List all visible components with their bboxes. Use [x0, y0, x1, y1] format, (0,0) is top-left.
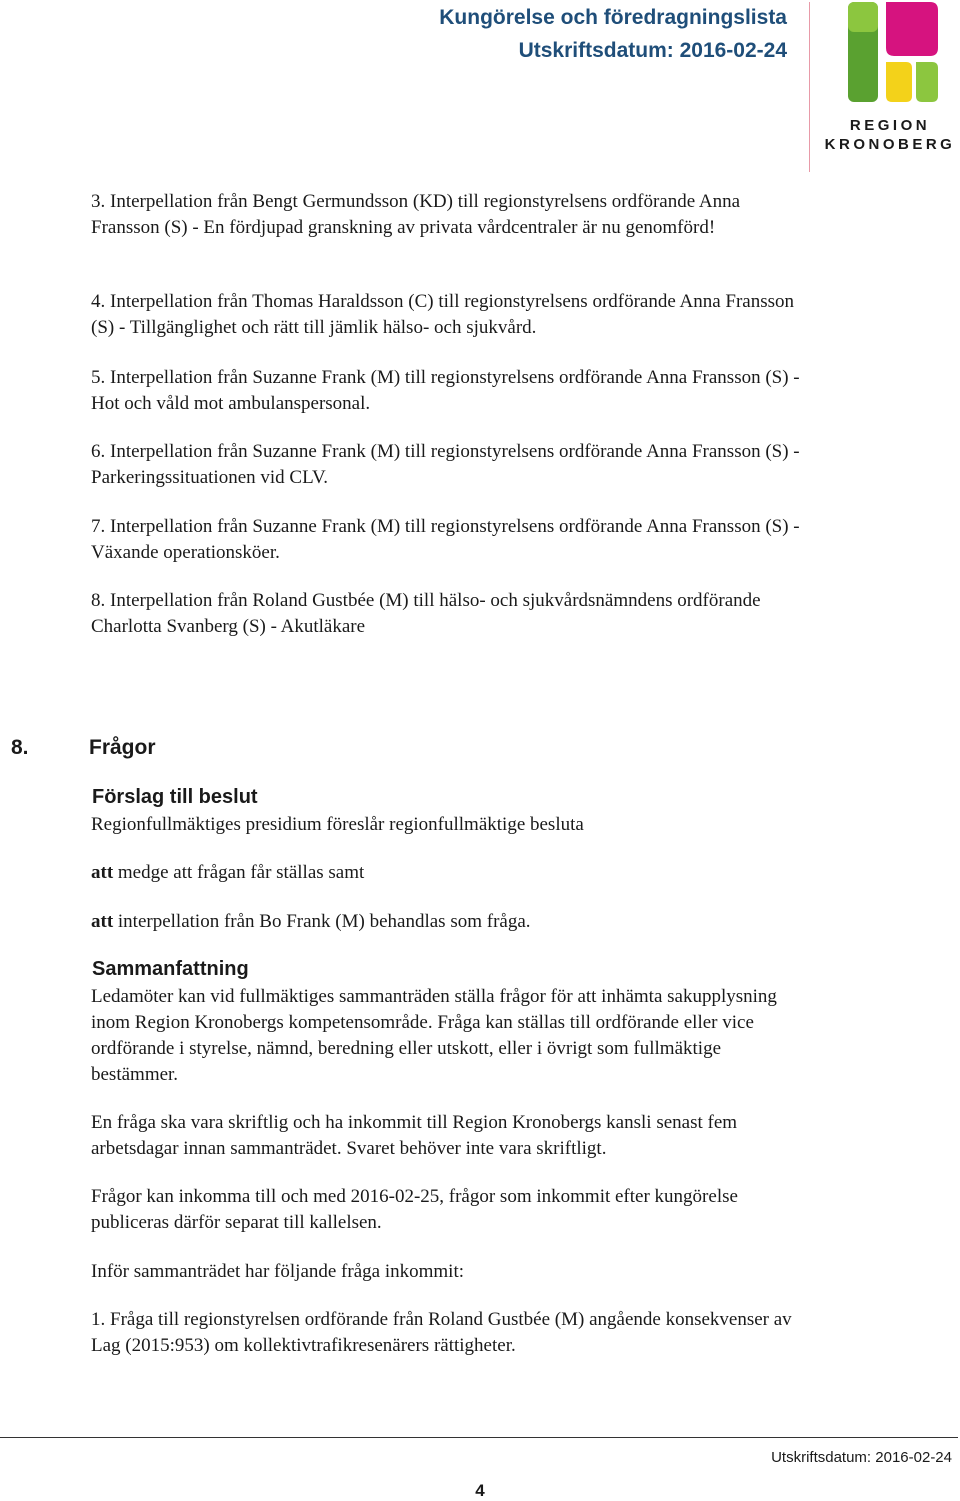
logo-text-region: REGION: [849, 117, 931, 134]
header-divider: [809, 2, 810, 172]
interpellation-item: 6. Interpellation från Suzanne Frank (M) till regionstyrelsens ordförande Anna Fransson (S) - Parkeringssituationen vid CLV.: [91, 441, 800, 488]
interpellation-item: 4. Interpellation från Thomas Haraldsson (C) till regionstyrelsens ordförande Anna Fransson (S) - Tillgänglighet och rätt till jämlik hälso- och sjukvård.: [91, 291, 795, 338]
summary-paragraph: Frågor kan inkomma till och med 2016-02-25, frågor som inkommit efter kungörelse publiceras därför separat till kallelsen.: [91, 1186, 738, 1233]
summary-paragraph: Ledamöter kan vid fullmäktiges sammanträden ställa frågor för att inhämta sakupplysning inom Region Kronobergs kompetensområde. Fråga kan ställas till ordförande eller vice ordförande i styrelse, nämnd, beredning eller utskott, eller i övrigt som fullmäktige bestämmer.: [91, 986, 777, 1085]
section-number: 8.: [11, 736, 29, 759]
page-number: 4: [475, 1481, 485, 1500]
interpellation-item: 3. Interpellation från Bengt Germundsson (KD) till regionstyrelsens ordförande Anna Fransson (S) - En fördjupad granskning av privata vårdcentraler är nu genomförd!: [91, 191, 741, 238]
decision-text: medge att frågan får ställas samt: [113, 862, 365, 883]
summary-heading: Sammanfattning: [92, 958, 249, 980]
section-title: Frågor: [89, 736, 156, 759]
interpellation-item: 7. Interpellation från Suzanne Frank (M) till regionstyrelsens ordförande Anna Fransson (S) - Växande operationsköer.: [91, 516, 800, 563]
interpellation-item: 5. Interpellation från Suzanne Frank (M) till regionstyrelsens ordförande Anna Fransson (S) - Hot och våld mot ambulanspersonal.: [91, 367, 800, 414]
header-print-date: Utskriftsdatum: 2016-02-24: [518, 39, 787, 62]
summary-paragraph: En fråga ska vara skriftlig och ha inkommit till Region Kronobergs kansli senast fem arbetsdagar innan sammanträdet. Svaret behöver inte vara skriftligt.: [91, 1112, 738, 1159]
summary-paragraph: Inför sammanträdet har följande fråga inkommit:: [91, 1261, 465, 1282]
document-title: Kungörelse och föredragningslista: [439, 6, 787, 29]
footer-divider: [0, 1437, 958, 1438]
footer-print-date: Utskriftsdatum: 2016-02-24: [771, 1449, 952, 1466]
decision-text: interpellation från Bo Frank (M) behandlas som fråga.: [113, 911, 531, 932]
interpellation-item: 8. Interpellation från Roland Gustbée (M) till hälso- och sjukvårdsnämndens ordförande Charlotta Svanberg (S) - Akutläkare: [91, 590, 761, 637]
proposal-intro: Regionfullmäktiges presidium föreslår regionfullmäktige besluta: [91, 814, 584, 835]
decision-item: [91, 909, 811, 935]
region-kronoberg-logo-icon: [846, 2, 938, 102]
decision-item: [91, 860, 811, 886]
decision-keyword: att: [91, 862, 114, 883]
logo-text-kronoberg: KRONOBERG: [824, 136, 956, 153]
decision-keyword: att: [91, 911, 114, 932]
proposal-heading: Förslag till beslut: [92, 786, 258, 808]
summary-paragraph: 1. Fråga till regionstyrelsen ordförande från Roland Gustbée (M) angående konsekvenser av Lag (2015:953) om kollektivtrafikresenärers rättigheter.: [91, 1309, 792, 1356]
